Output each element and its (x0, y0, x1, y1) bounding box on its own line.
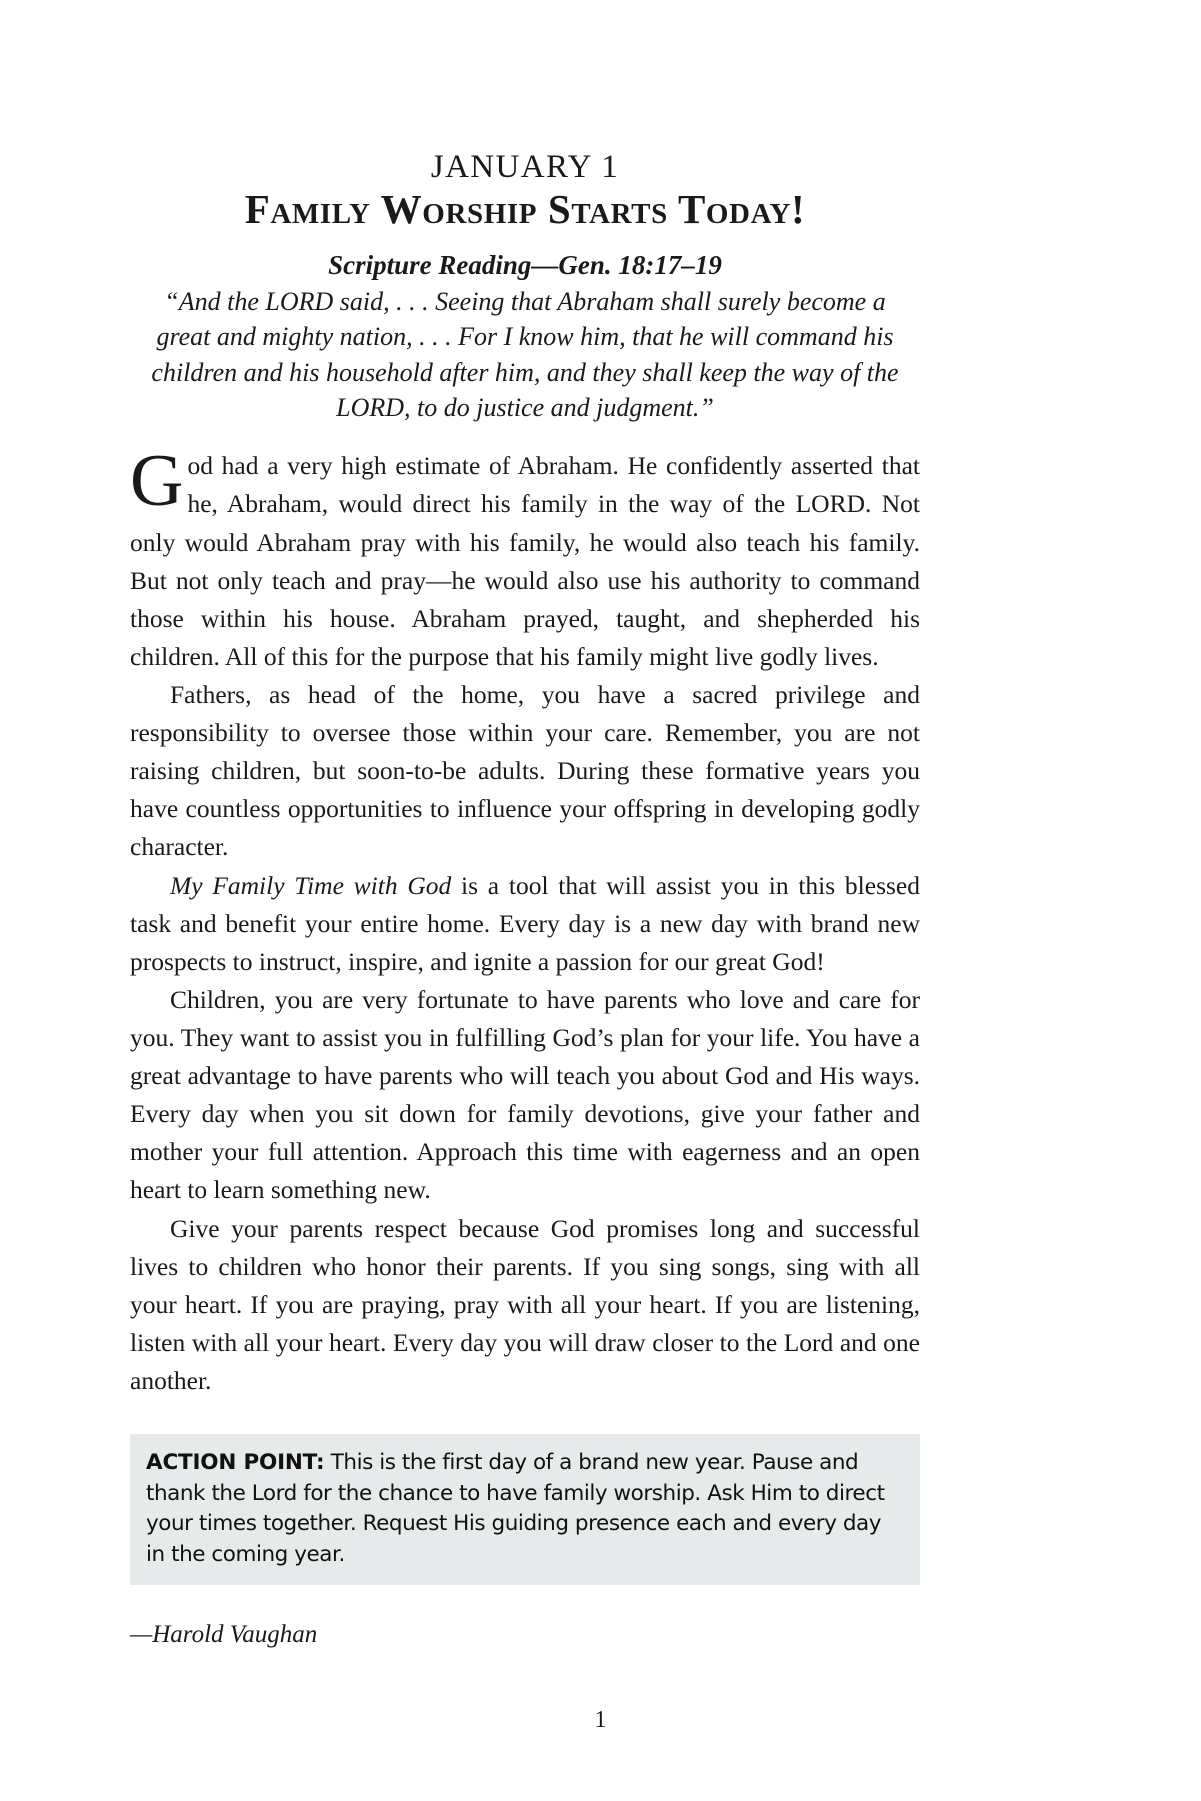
book-title-italic: My Family Time with God (170, 870, 452, 900)
action-point-label: ACTION POINT: (146, 1450, 325, 1476)
page-number: 1 (594, 1707, 607, 1733)
body-paragraph-3 (130, 867, 920, 981)
scripture-reading-heading: Scripture Reading—Gen. 18:17–19 (328, 249, 722, 280)
page-content (130, 150, 920, 1652)
action-point-text (146, 1448, 904, 1570)
author-attribution: —Harold Vaughan (130, 1621, 318, 1649)
page-title: Family Worship Starts Today! (244, 185, 806, 232)
scripture-verse (130, 284, 920, 425)
date-heading: JANUARY 1 (430, 149, 620, 185)
devotional-body (130, 440, 920, 1400)
drop-cap-letter: G (130, 440, 184, 523)
action-point-body: This is the first day of a brand new year. Pause and thank the Lord for the chance to have family worship. Ask Him to direct your times together. Request His guiding presence each and every day in the coming year. (146, 1450, 885, 1567)
body-paragraph-5: Give your parents respect because God promises long and successful lives to children who honor their parents. If you sing songs, sing with all your heart. If you are praying, pray with all your heart. If you are listening, listen with all your heart. Every day you will draw closer to the Lord and one another. (130, 1213, 920, 1395)
body-paragraph-1-text: od had a very high estimate of Abraham. He confidently asserted that he, Abraham, would direct his family in the way of the LORD. Not only would Abraham pray with his family, he would also teach his family. But not only teach and pray—he would also use his authority to command those within his house. Abraham prayed, taught, and shepherded his children. All of this for the purpose that his family might live godly lives. (130, 451, 920, 671)
scripture-verse-line: “And the LORD said, . . . Seeing that Abraham shall surely become a (164, 286, 886, 316)
body-paragraph-4: Children, you are very fortunate to have parents who love and care for you. They want to assist you in fulfilling God’s plan for your life. You have a great advantage to have parents who will teach you about God and His ways. Every day when you sit down for family devotions, give your father and mother your full attention. Approach this time with eagerness and an open heart to learn something new. (130, 984, 920, 1205)
body-paragraph-2: Fathers, as head of the home, you have a sacred privilege and responsibility to oversee those within your care. Remember, you are not raising children, but soon-to-be adults. During these formative years you have countless opportunities to influence your offspring in developing godly character. (130, 680, 920, 862)
body-paragraph-1 (130, 440, 920, 676)
action-point-box (130, 1434, 920, 1585)
scripture-verse-line: great and mighty nation, . . . For I know him, that he will command his (156, 322, 894, 352)
scripture-verse-line: children and his household after him, and they shall keep the way of the (151, 357, 899, 387)
body-paragraph-3-text: is a tool that will assist you in this blessed task and benefit your entire home. Every day is a new day with brand new prospects to instruct, inspire, and ignite a passion for our great God! (130, 870, 920, 976)
scripture-verse-line: LORD, to do justice and judgment.” (336, 393, 714, 423)
